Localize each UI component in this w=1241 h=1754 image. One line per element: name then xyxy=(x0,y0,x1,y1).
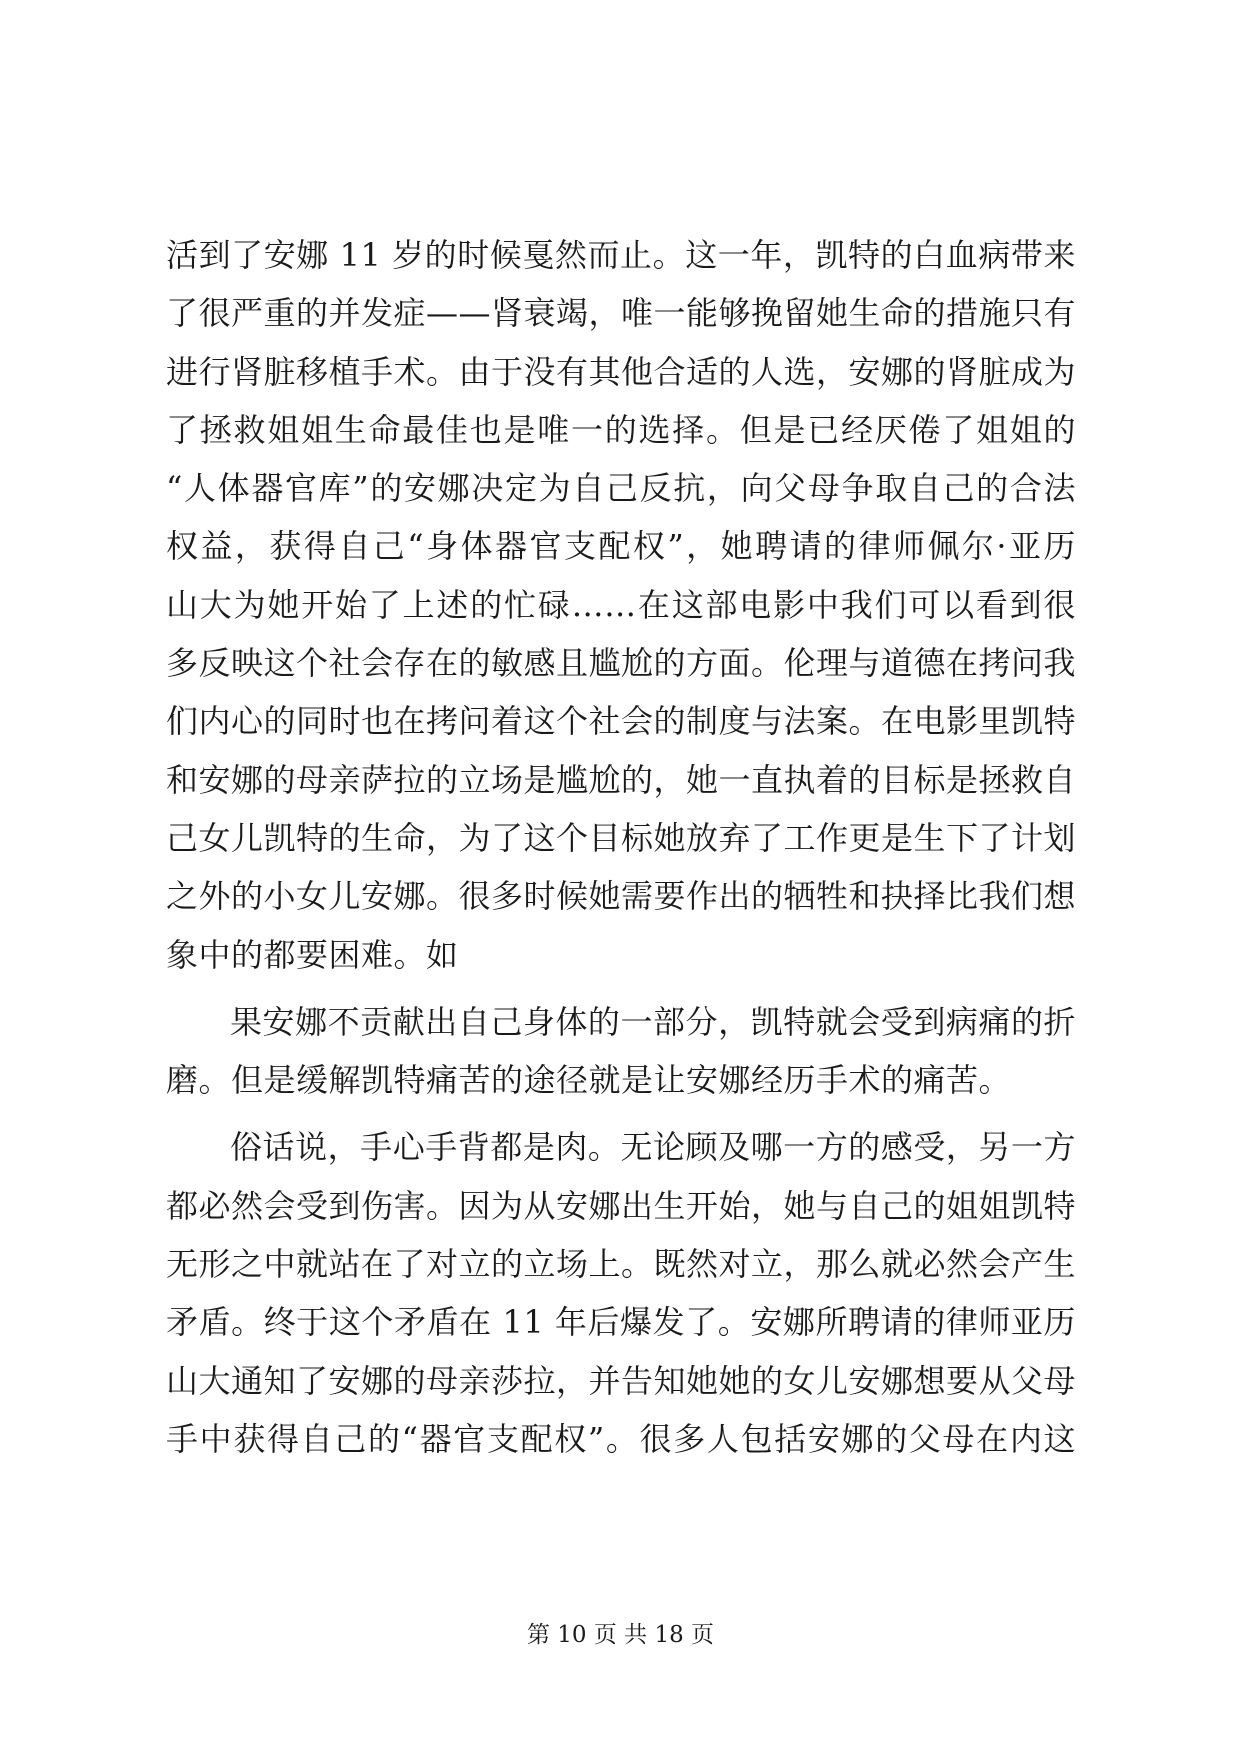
text-line: 象中的都要困难。如 xyxy=(166,935,459,974)
text-line: 们内心的同时也在拷问着这个社会的制度与法案。在电影里凯特 xyxy=(166,702,1077,741)
text-line: 己女儿凯特的生命，为了这个目标她放弃了工作更是生下了计划 xyxy=(166,818,1077,857)
paragraph-gap xyxy=(166,984,1076,993)
text-line: 多反映这个社会存在的敏感且尴尬的方面。伦理与道德在拷问我 xyxy=(166,644,1077,683)
text-line: 无形之中就站在了对立的立场上。既然对立，那么就必然会产生 xyxy=(166,1245,1077,1284)
text-line: 了很严重的并发症——肾衰竭，唯一能够挽留她生命的措施只有 xyxy=(166,294,1077,333)
paragraph xyxy=(166,993,1076,1110)
text-line: “人体器官库”的安娜决定为自己反抗，向父母争取自己的合法 xyxy=(166,469,1076,508)
text-line: 手中获得自己的“器官支配权”。很多人包括安娜的父母在内这 xyxy=(166,1419,1076,1458)
paragraph-gap xyxy=(166,1109,1076,1118)
text-line: 之外的小女儿安娜。很多时候她需要作出的牺牲和抉择比我们想 xyxy=(166,877,1077,916)
text-line: 进行肾脏移植手术。由于没有其他合适的人选，安娜的肾脏成为 xyxy=(166,352,1077,391)
text-line: 活到了安娜 11 岁的时候戛然而止。这一年，凯特的白血病带来 xyxy=(166,236,1076,274)
page-number-label: 第 10 页 共 18 页 xyxy=(526,1622,715,1648)
text-line: 俗话说，手心手背都是肉。无论顾及哪一方的感受，另一方 xyxy=(230,1128,1076,1167)
text-line: 和安娜的母亲萨拉的立场是尴尬的，她一直执着的目标是拯救自 xyxy=(166,760,1077,799)
text-line: 果安娜不贡献出自己身体的一部分，凯特就会受到病痛的折 xyxy=(230,1002,1076,1041)
text-line: 磨。但是缓解凯特痛苦的途径就是让安娜经历手术的痛苦。 xyxy=(166,1061,1012,1100)
text-line: 权益，获得自己“身体器官支配权”，她聘请的律师佩尔·亚历 xyxy=(166,527,1076,566)
text-line: 山大通知了安娜的母亲莎拉，并告知她她的女儿安娜想要从父母 xyxy=(166,1361,1077,1400)
body-text xyxy=(166,226,1076,1468)
text-line: 山大为她开始了上述的忙碌……在这部电影中我们可以看到很 xyxy=(166,585,1076,624)
paragraph xyxy=(166,1118,1076,1468)
page-footer xyxy=(0,1620,1241,1650)
text-line: 了拯救姐姐生命最佳也是唯一的选择。但是已经厌倦了姐姐的 xyxy=(166,410,1076,449)
text-line: 都必然会受到伤害。因为从安娜出生开始，她与自己的姐姐凯特 xyxy=(166,1186,1077,1225)
text-line: 矛盾。终于这个矛盾在 11 年后爆发了。安娜所聘请的律师亚历 xyxy=(166,1303,1076,1342)
paragraph xyxy=(166,226,1076,984)
